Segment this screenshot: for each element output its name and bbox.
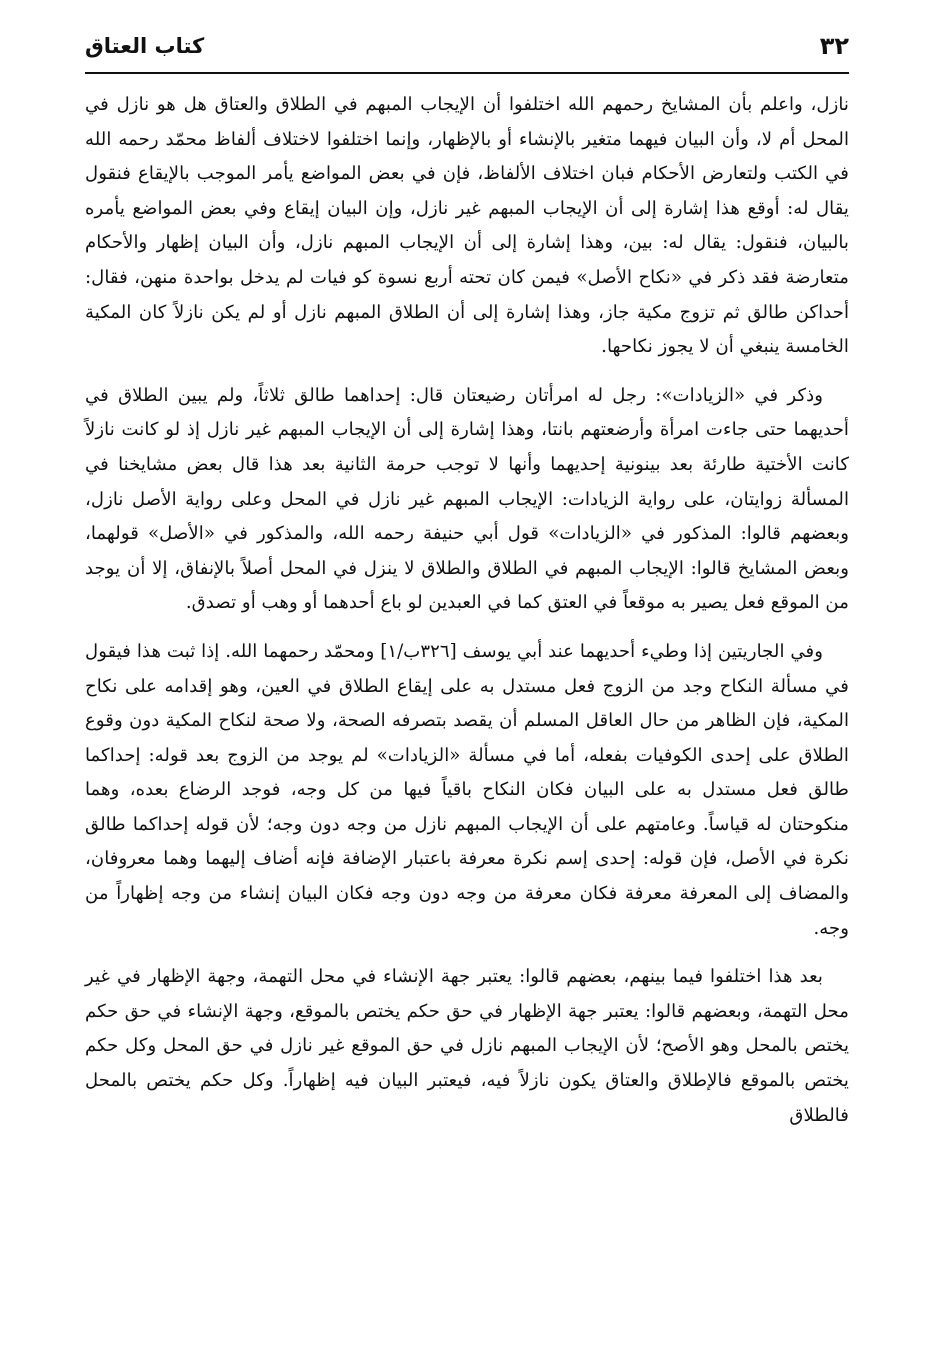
page-number: ٣٢ xyxy=(819,32,849,60)
paragraph: نازل، واعلم بأن المشايخ رحمهم الله اختلفوا أن الإيجاب المبهم في الطلاق والعتاق هل هو نازل في المحل أم لا، وأن البيان فيهما متغير بالإنشاء أو بالإظهار، وإنما اختلفوا لاختلاف ألفاظ محمّد رحمه الله في الكتب ولتعارض الأحكام فبان اختلاف الألفاظ، فإن في بعض المواضع يأمر الموجب بالإيقاع فنقول يقال له: أوقع هذا إشارة إلى أن الإيجاب المبهم غير نازل، وإن البيان إيقاع وفي بعض المواضع يأمره بالبيان، فنقول: يقال له: بين، وهذا إشارة إلى أن الإيجاب المبهم نازل، وأن البيان إظهار والأحكام متعارضة فقد ذكر في «نكاح الأصل» فيمن كان تحته أربع نسوة كو فيات لم يدخل بواحدة منهن، فقال: أحداكن طالق ثم تزوج مكية جاز، وهذا إشارة إلى أن الطلاق المبهم نازل أو لم يكن نازلاً كان المكية الخامسة ينبغي أن لا يجوز نكاحها. xyxy=(85,94,849,358)
paragraph: وفي الجاريتين إذا وطيء أحديهما عند أبي يوسف [٣٢٦ب/١] ومحمّد رحمهما الله. إذا ثبت هذا فيقول في مسألة النكاح وجد من الزوج فعل مستدل به على إيقاع الطلاق في العين، وهو إقدامه على نكاح المكية، فإن الظاهر من حال العاقل المسلم أن يقصد بتصرفه الصحة، ولا صحة لنكاح المكية دون وقوع الطلاق على إحدى الكوفيات بفعله، أما في مسألة «الزيادات» لم يوجد من الزوج بعد قوله: إحداكما طالق فعل مستدل به على البيان فكان النكاح باقياً فيها من كل وجه، فوجد الرضاع بعده، وهما منكوحتان له قياساً. وعامتهم على أن الإيجاب المبهم نازل من وجه دون وجه؛ لأن قوله إحداكما طالق نكرة في الأصل، فإن قوله: إحدى إسم نكرة معرفة باعتبار الإضافة فإنه أضاف إليهما وهما معروفان، والمضاف إلى المعرفة معرفة فكان معرفة من وجه دون وجه فكان البيان إنشاء من وجه إظهاراً من وجه. xyxy=(85,640,849,939)
page-body xyxy=(85,88,849,1147)
paragraph: وذكر في «الزيادات»: رجل له امرأتان رضيعتان قال: إحداهما طالق ثلاثاً، ولم يبين الطلاق في أحديهما حتى جاءت امرأة وأرضعتهم بانتا، وهذا إشارة إلى أن الإيجاب المبهم غير نازل إذ لو كانت نازلاً كانت الأختية طارئة بعد بينونية إحديهما وأنها لا توجب حرمة الثانية بعد هذا قال بعض مشايخنا في المسألة زوايتان، على رواية الزيادات: الإيجاب المبهم غير نازل في المحل وعلى رواية الأصل نازل، وبعضهم قالوا: المذكور في «الزيادات» قول أبي حنيفة رحمه الله، والمذكور في «الأصل» قولهما، وبعض المشايخ قالوا: الإيجاب المبهم في الطلاق والطلاق لا ينزل في المحل أصلاً بالإنفاق، إلا أن يوجد من الموقع فعل يصير به موقعاً في العتق كما في العبدين لو باع أحدهما أو وهب أو تصدق. xyxy=(85,384,849,614)
header-rule xyxy=(85,72,849,74)
page-header xyxy=(85,26,849,66)
book-title: كتاب العتاق xyxy=(85,34,205,58)
paragraph: بعد هذا اختلفوا فيما بينهم، بعضهم قالوا: يعتبر جهة الإنشاء في محل التهمة، وجهة الإظهار في غير محل التهمة، وبعضهم قالوا: يعتبر جهة الإظهار في حق حكم يختص بالموقع، وجهة الإنشاء في حق حكم يختص بالمحل وهو الأصح؛ لأن الإيجاب المبهم نازل في حق الموقع غير نازل في حق المحل وكل حكم يختص بالموقع فالإطلاق والعتاق يكون نازلاً فيه، فيعتبر البيان فيه إظهاراً. وكل حكم يختص بالمحل فالطلاق xyxy=(85,966,849,1126)
